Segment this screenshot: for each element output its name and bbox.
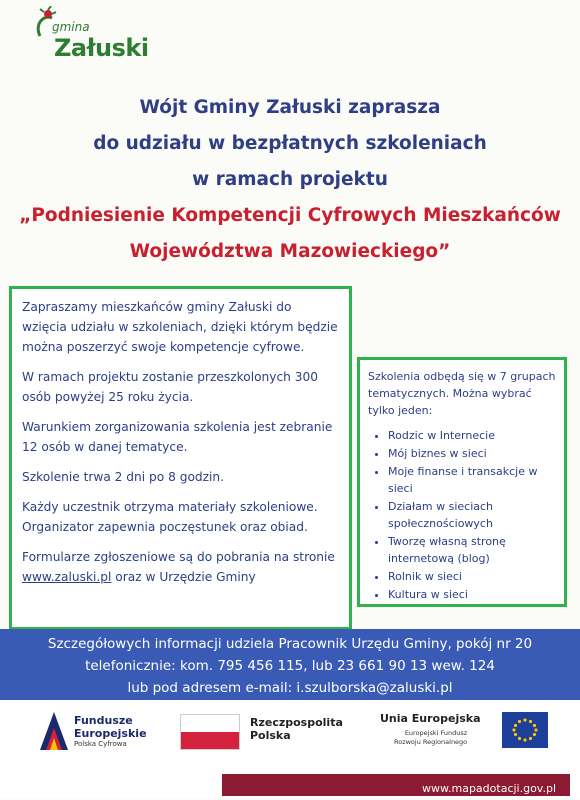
forms-text-before: Formularze zgłoszeniowe są do pobrania na stronie <box>22 550 335 564</box>
project-title-line-1: „Podniesienie Kompetencji Cyfrowych Mieszkańców <box>19 205 561 226</box>
ue-sub-2: Rozwoju Regionalnego <box>394 738 468 746</box>
rp-line-1: Rzeczpospolita <box>250 716 343 729</box>
contact-info-bar <box>0 629 580 701</box>
participants-paragraph: W ramach projektu zostanie przeszkolonych 300 osób powyżej 25 roku życia. <box>22 370 319 404</box>
info-box-main <box>9 286 352 630</box>
topic-item: • Działam w sieciach społecznościowych <box>388 498 556 532</box>
ue-subtitle <box>394 729 467 747</box>
page-heading <box>0 90 580 270</box>
condition-paragraph: Warunkiem zorganizowania szkolenia jest zebranie 12 osób w danej tematyce. <box>22 420 333 454</box>
fundusze-europejskie-logo <box>36 710 147 756</box>
heading-line-3: w ramach projektu <box>192 169 388 190</box>
rp-line-2: Polska <box>250 729 291 742</box>
topic-item: • Mój biznes w sieci <box>388 445 556 462</box>
project-title-line-2: Województwa Mazowieckiego” <box>129 241 451 262</box>
funding-logos <box>0 700 580 770</box>
poland-flag-icon <box>180 714 240 750</box>
fe-line-1: Fundusze <box>74 714 133 727</box>
fe-subtitle: Polska Cyfrowa <box>74 740 127 748</box>
heading-line-2: do udziału w bezpłatnych szkoleniach <box>93 133 487 154</box>
topic-item: • Rodzic w Internecie <box>388 427 556 444</box>
rp-title <box>250 716 343 742</box>
fe-line-2: Europejskie <box>74 727 147 740</box>
contact-line-3: lub pod adresem e-mail: i.szulborska@zaluski.pl <box>127 680 453 696</box>
topic-item: • Kultura w sieci <box>388 586 556 603</box>
forms-text-after: oraz w Urzędzie Gminy <box>111 570 256 584</box>
duration-paragraph: Szkolenie trwa 2 dni po 8 godzin. <box>22 470 225 484</box>
contact-line-2: telefonicznie: kom. 795 456 115, lub 23 661 90 13 wew. 124 <box>85 658 495 674</box>
ue-sub-1: Europejski Fundusz <box>404 729 468 737</box>
topic-item: • Tworzę własną stronę internetową (blog) <box>388 533 556 567</box>
heading-line-1: Wójt Gminy Załuski zaprasza <box>139 97 441 118</box>
logo-name: Załuski <box>54 34 149 62</box>
ue-title: Unia Europejska <box>380 712 481 725</box>
footer-bar <box>222 774 570 796</box>
gmina-zaluski-logo <box>30 6 150 64</box>
logo-small-text: gmina <box>52 20 90 34</box>
topic-item: • Moje finanse i transakcje w sieci <box>388 463 556 497</box>
topic-item: • Rolnik w sieci <box>388 568 556 585</box>
intro-paragraph: Zapraszamy mieszkańców gminy Załuski do wzięcia udziału w szkoleniach, dzięki którym będzie można poszerzyć swoje kompetencje cyfrowe. <box>22 300 338 354</box>
footer <box>0 770 580 798</box>
topics-list <box>368 427 556 603</box>
website-link[interactable]: www.zaluski.pl <box>22 570 112 584</box>
materials-paragraph: Każdy uczestnik otrzyma materiały szkoleniowe. Organizator zapewnia poczęstunek oraz obiad. <box>22 500 318 534</box>
topics-intro: Szkolenia odbędą się w 7 grupach tematycznych. Można wybrać tylko jeden: <box>368 370 556 417</box>
fundusze-europejskie-icon <box>36 710 70 752</box>
eu-flag-icon <box>502 712 548 748</box>
contact-line-1: Szczegółowych informacji udziela Pracownik Urzędu Gminy, pokój nr 20 <box>47 636 533 652</box>
fe-title <box>74 714 147 740</box>
footer-url[interactable]: www.mapadotacji.gov.pl <box>422 782 556 795</box>
forms-paragraph <box>22 547 339 587</box>
topics-box <box>357 357 567 607</box>
